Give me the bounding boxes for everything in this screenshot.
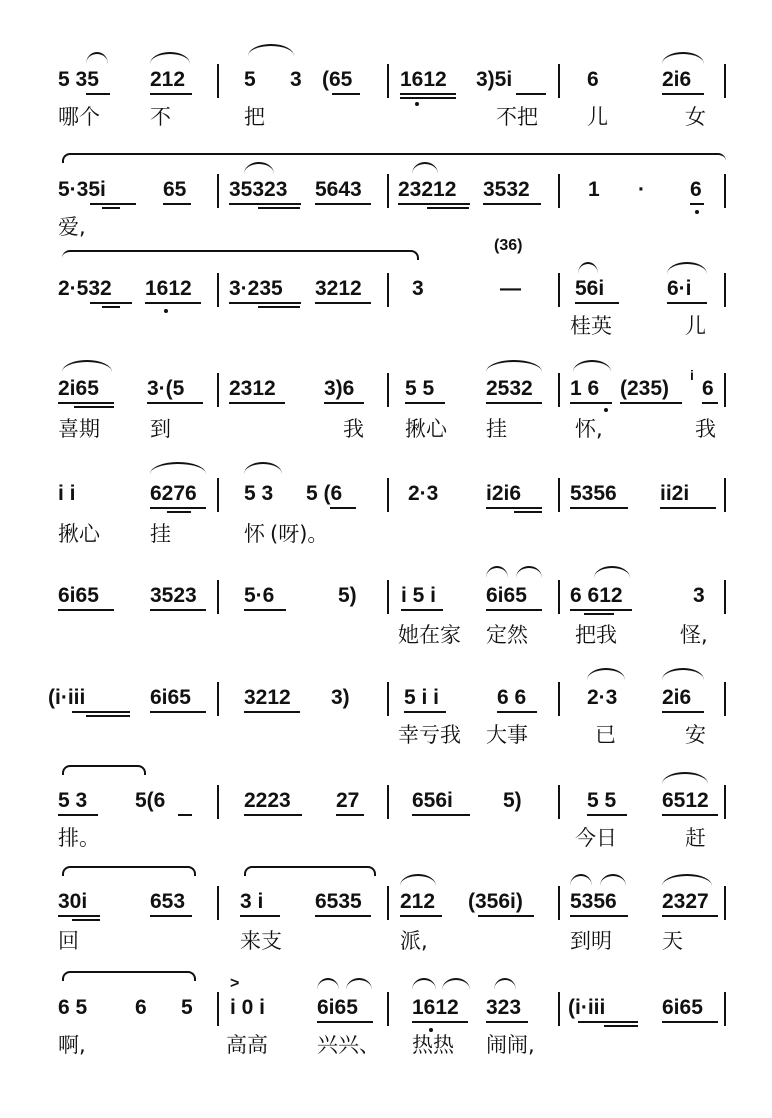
note-group: 5 i i xyxy=(404,686,440,709)
lyric: 天 xyxy=(662,929,683,953)
underline xyxy=(258,207,300,209)
lyric: 儿 xyxy=(587,105,608,129)
note-group: — xyxy=(500,277,521,300)
note-group: 6 612 xyxy=(570,584,623,607)
lyric: 揪心 xyxy=(405,417,447,441)
note-group: 3523 xyxy=(150,584,197,607)
note-group: 2·3 xyxy=(408,482,439,505)
underline xyxy=(404,711,446,713)
grace-note: i xyxy=(690,367,694,383)
note-group: 1 xyxy=(588,178,600,201)
slur xyxy=(600,874,626,886)
note-group: 5 5 xyxy=(405,377,435,400)
note-group: 5356 xyxy=(570,890,617,913)
barline xyxy=(387,373,389,407)
underline xyxy=(240,915,280,917)
underline xyxy=(412,1021,468,1023)
underline xyxy=(662,1021,718,1023)
note-group: 5643 xyxy=(315,178,362,201)
underline xyxy=(58,402,114,404)
underline xyxy=(604,1025,638,1027)
underline xyxy=(229,402,285,404)
barline xyxy=(558,273,560,307)
lyric: 闹闹, xyxy=(486,1033,535,1057)
phrase-slur xyxy=(62,765,146,775)
note-group: (65 xyxy=(322,68,353,91)
lyric: 到 xyxy=(150,417,171,441)
underline xyxy=(102,306,120,308)
underline xyxy=(72,919,100,921)
underline xyxy=(229,203,301,205)
underline xyxy=(516,93,546,95)
underline xyxy=(587,814,627,816)
phrase-slur xyxy=(62,153,726,163)
note-group: 3 xyxy=(290,68,302,91)
note-group: (i·iii xyxy=(48,686,86,709)
slur xyxy=(573,360,611,372)
underline xyxy=(427,207,469,209)
octave-dot xyxy=(604,408,608,412)
note-group: 6i65 xyxy=(486,584,527,607)
note-group: 1612 xyxy=(145,277,192,300)
note-group: i 5 i xyxy=(401,584,437,607)
note-group: 6i65 xyxy=(662,996,703,1019)
lyric: 安 xyxy=(685,723,706,747)
lyric: 怪, xyxy=(680,623,708,647)
slur xyxy=(486,566,508,578)
note-group: 6 5 xyxy=(58,996,88,1019)
phrase-slur xyxy=(62,866,196,876)
underline xyxy=(578,1021,638,1023)
note-group: 6535 xyxy=(315,890,362,913)
lyric: 啊, xyxy=(58,1033,86,1057)
slur xyxy=(244,162,274,174)
underline xyxy=(570,402,612,404)
lyric: 今日 xyxy=(575,826,617,850)
underline xyxy=(486,507,542,509)
slur xyxy=(667,262,707,274)
lyric: 不把 xyxy=(496,105,538,129)
slur xyxy=(587,668,625,680)
underline xyxy=(332,93,360,95)
note-group: 6 xyxy=(690,178,702,201)
underline xyxy=(324,402,364,404)
note-group: 2223 xyxy=(244,789,291,812)
barline xyxy=(724,174,726,208)
note-group: 6512 xyxy=(662,789,709,812)
barline xyxy=(558,886,560,920)
underline xyxy=(514,511,542,513)
underline xyxy=(315,915,371,917)
underline xyxy=(317,1021,373,1023)
lyric: 她在家 xyxy=(398,623,461,647)
underline xyxy=(58,609,114,611)
slur xyxy=(662,668,704,680)
barline xyxy=(724,682,726,716)
underline xyxy=(315,302,371,304)
note-group: 2i6 xyxy=(662,68,692,91)
barline xyxy=(387,785,389,819)
underline xyxy=(400,93,456,95)
lyric: 热热 xyxy=(412,1033,454,1057)
note-group: 6 6 xyxy=(497,686,527,709)
underline xyxy=(405,402,445,404)
underline xyxy=(167,511,191,513)
note-group: 5 35 xyxy=(58,68,99,91)
note-group: 5 3 xyxy=(58,789,88,812)
note-group: 3 i xyxy=(240,890,264,913)
note-group: 3)5i xyxy=(476,68,513,91)
underline xyxy=(229,302,301,304)
slur xyxy=(150,52,190,64)
note-group: 3) xyxy=(331,686,350,709)
barline xyxy=(387,682,389,716)
slur xyxy=(486,360,542,372)
underline xyxy=(398,203,470,205)
note-group: 212 xyxy=(400,890,436,913)
accent-mark: > xyxy=(230,975,240,992)
underline xyxy=(584,613,614,615)
lyric: 定然 xyxy=(486,623,528,647)
note-group: 6 xyxy=(135,996,147,1019)
note-group: 3 xyxy=(693,584,705,607)
barline xyxy=(558,992,560,1026)
barline xyxy=(558,580,560,614)
lyric: 回 xyxy=(58,929,79,953)
underline xyxy=(330,507,356,509)
note-group: (356i) xyxy=(468,890,523,913)
underline xyxy=(86,715,130,717)
barline xyxy=(217,273,219,307)
note-group: 2327 xyxy=(662,890,709,913)
slur xyxy=(317,978,339,990)
underline xyxy=(570,507,628,509)
lyric: 把 xyxy=(244,105,265,129)
barline xyxy=(724,886,726,920)
underline xyxy=(667,302,707,304)
slur xyxy=(594,566,630,578)
note-group: 65 xyxy=(163,178,187,201)
note-group: 6 xyxy=(702,377,714,400)
underline xyxy=(244,814,302,816)
underline xyxy=(400,97,456,99)
lyric: 桂英 xyxy=(570,314,612,338)
barline xyxy=(217,580,219,614)
slur xyxy=(412,162,438,174)
underline xyxy=(570,609,632,611)
note-group: 3·(5 xyxy=(147,377,185,400)
underline xyxy=(662,814,718,816)
slur xyxy=(662,772,708,784)
lyric: 来支 xyxy=(240,929,282,953)
note-group: 6i65 xyxy=(58,584,99,607)
barline xyxy=(558,64,560,98)
barline xyxy=(724,580,726,614)
slur xyxy=(662,874,712,886)
underline xyxy=(478,915,534,917)
underline xyxy=(575,302,619,304)
underline xyxy=(86,93,110,95)
note-group: 5 5 xyxy=(587,789,617,812)
underline xyxy=(483,203,541,205)
note-group: 3212 xyxy=(315,277,362,300)
barline xyxy=(558,682,560,716)
lyric: 派, xyxy=(400,929,428,953)
slur xyxy=(244,462,282,474)
slur xyxy=(516,566,542,578)
note-group: 6276 xyxy=(150,482,197,505)
barline xyxy=(558,478,560,512)
note-group: 1612 xyxy=(400,68,447,91)
note-group: 656i xyxy=(412,789,453,812)
underline xyxy=(145,302,201,304)
underline xyxy=(150,711,206,713)
slur xyxy=(86,52,108,64)
phrase-slur xyxy=(62,971,196,981)
note-group: 6·i xyxy=(667,277,692,300)
phrase-slur xyxy=(62,250,419,260)
underline xyxy=(150,915,192,917)
note-group: 5356 xyxy=(570,482,617,505)
note-group: 35323 xyxy=(229,178,288,201)
slur xyxy=(662,52,704,64)
underline xyxy=(702,402,718,404)
underline xyxy=(690,203,704,205)
note-group: i i xyxy=(58,482,76,505)
lyric: 大事 xyxy=(486,723,528,747)
underline xyxy=(315,203,371,205)
note-group: 2312 xyxy=(229,377,276,400)
lyric: 我 xyxy=(343,417,364,441)
note-group: 6 xyxy=(587,68,599,91)
underline xyxy=(72,711,130,713)
underline xyxy=(662,711,704,713)
barline xyxy=(724,373,726,407)
barline xyxy=(387,64,389,98)
note-group: 3212 xyxy=(244,686,291,709)
underline xyxy=(58,814,98,816)
note-group: i2i6 xyxy=(486,482,522,505)
underline xyxy=(570,915,628,917)
underline xyxy=(244,609,286,611)
note-group: 5·35i xyxy=(58,178,106,201)
underline xyxy=(662,93,704,95)
note-group: 6i65 xyxy=(150,686,191,709)
underline xyxy=(400,915,442,917)
barline xyxy=(217,785,219,819)
note-group: ii2i xyxy=(660,482,690,505)
note-group: 3 xyxy=(412,277,424,300)
lyric: 不 xyxy=(150,105,171,129)
underline xyxy=(660,507,716,509)
underline xyxy=(620,402,682,404)
slur xyxy=(346,978,372,990)
note-group: 1 6 xyxy=(570,377,600,400)
lyric: (呀)。 xyxy=(270,522,329,546)
barline xyxy=(724,992,726,1026)
barline xyxy=(217,174,219,208)
underline xyxy=(178,814,192,816)
slur xyxy=(494,978,516,990)
note-group: 2i6 xyxy=(662,686,692,709)
underline xyxy=(150,93,192,95)
underline xyxy=(497,711,537,713)
underline xyxy=(401,609,443,611)
octave-dot xyxy=(695,210,699,214)
note-group: 2i65 xyxy=(58,377,99,400)
note-group: 323 xyxy=(486,996,522,1019)
barline xyxy=(724,273,726,307)
note-group: 56i xyxy=(575,277,605,300)
lyric: 挂 xyxy=(150,522,171,546)
slur xyxy=(578,262,598,274)
note-group: 5(6 xyxy=(135,789,166,812)
barline xyxy=(217,478,219,512)
note-group: 653 xyxy=(150,890,186,913)
note-group: 1612 xyxy=(412,996,459,1019)
note-group: (i·iii xyxy=(568,996,606,1019)
barline xyxy=(724,785,726,819)
slur xyxy=(150,462,206,474)
lyric: 高高 xyxy=(226,1033,268,1057)
lyric: 怀, xyxy=(575,417,603,441)
measure-marker: (36) xyxy=(494,237,523,254)
note-group: (235) xyxy=(620,377,670,400)
note-group: 30i xyxy=(58,890,88,913)
underline xyxy=(486,402,542,404)
barline xyxy=(558,373,560,407)
underline xyxy=(486,1021,528,1023)
underline xyxy=(662,915,718,917)
lyric: 女 xyxy=(685,105,706,129)
note-group: 3532 xyxy=(483,178,530,201)
note-group: 27 xyxy=(336,789,360,812)
note-group: 3)6 xyxy=(324,377,355,400)
underline xyxy=(258,306,300,308)
slur xyxy=(400,874,436,886)
lyric: 揪心 xyxy=(58,522,100,546)
lyric: 把我 xyxy=(575,623,617,647)
barline xyxy=(387,992,389,1026)
slur xyxy=(248,44,294,56)
barline xyxy=(217,682,219,716)
barline xyxy=(558,174,560,208)
barline xyxy=(387,273,389,307)
barline xyxy=(387,478,389,512)
lyric: 排。 xyxy=(58,826,100,850)
barline xyxy=(217,373,219,407)
lyric: 哪个 xyxy=(58,105,100,129)
underline xyxy=(90,203,136,205)
note-group: 5) xyxy=(503,789,522,812)
note-group: 6i65 xyxy=(317,996,358,1019)
barline xyxy=(387,580,389,614)
underline xyxy=(336,814,364,816)
note-group: 2·532 xyxy=(58,277,112,300)
lyric: 幸亏我 xyxy=(398,723,461,747)
underline xyxy=(244,711,300,713)
underline xyxy=(150,609,206,611)
underline xyxy=(486,609,542,611)
note-group: 3·235 xyxy=(229,277,283,300)
underline xyxy=(74,406,114,408)
lyric: 到明 xyxy=(570,929,612,953)
lyric: 赶 xyxy=(685,826,706,850)
lyric: 兴兴、 xyxy=(317,1033,380,1057)
note-group: 5 (6 xyxy=(306,482,343,505)
slur xyxy=(442,978,470,990)
octave-dot xyxy=(415,102,419,106)
note-group: 23212 xyxy=(398,178,457,201)
underline xyxy=(163,203,191,205)
note-group: 5 3 xyxy=(244,482,274,505)
barline xyxy=(387,174,389,208)
barline xyxy=(387,886,389,920)
note-group: 2532 xyxy=(486,377,533,400)
note-group: 5·6 xyxy=(244,584,275,607)
slur xyxy=(412,978,436,990)
note-group: 2·3 xyxy=(587,686,618,709)
underline xyxy=(412,814,470,816)
note-group: 5 xyxy=(244,68,256,91)
lyric: 挂 xyxy=(486,417,507,441)
lyric: 喜期 xyxy=(58,417,100,441)
note-group: i 0 i xyxy=(230,996,266,1019)
phrase-slur xyxy=(244,866,376,876)
underline xyxy=(102,207,120,209)
lyric: 怀 xyxy=(244,522,265,546)
barline xyxy=(217,64,219,98)
barline xyxy=(558,785,560,819)
note-group: 212 xyxy=(150,68,186,91)
lyric: 爱, xyxy=(58,215,86,239)
lyric: 已 xyxy=(595,723,616,747)
octave-dot xyxy=(164,309,168,313)
lyric: 我 xyxy=(695,417,716,441)
underline xyxy=(90,302,132,304)
underline xyxy=(150,507,206,509)
underline xyxy=(147,402,203,404)
barline xyxy=(217,886,219,920)
slur xyxy=(570,874,592,886)
underline xyxy=(58,915,100,917)
note-group: 5 xyxy=(181,996,193,1019)
barline xyxy=(217,992,219,1026)
lyric: 儿 xyxy=(685,314,706,338)
slur xyxy=(62,360,112,372)
note-group: 5) xyxy=(338,584,357,607)
barline xyxy=(724,478,726,512)
note-group: · xyxy=(638,178,645,201)
barline xyxy=(724,64,726,98)
